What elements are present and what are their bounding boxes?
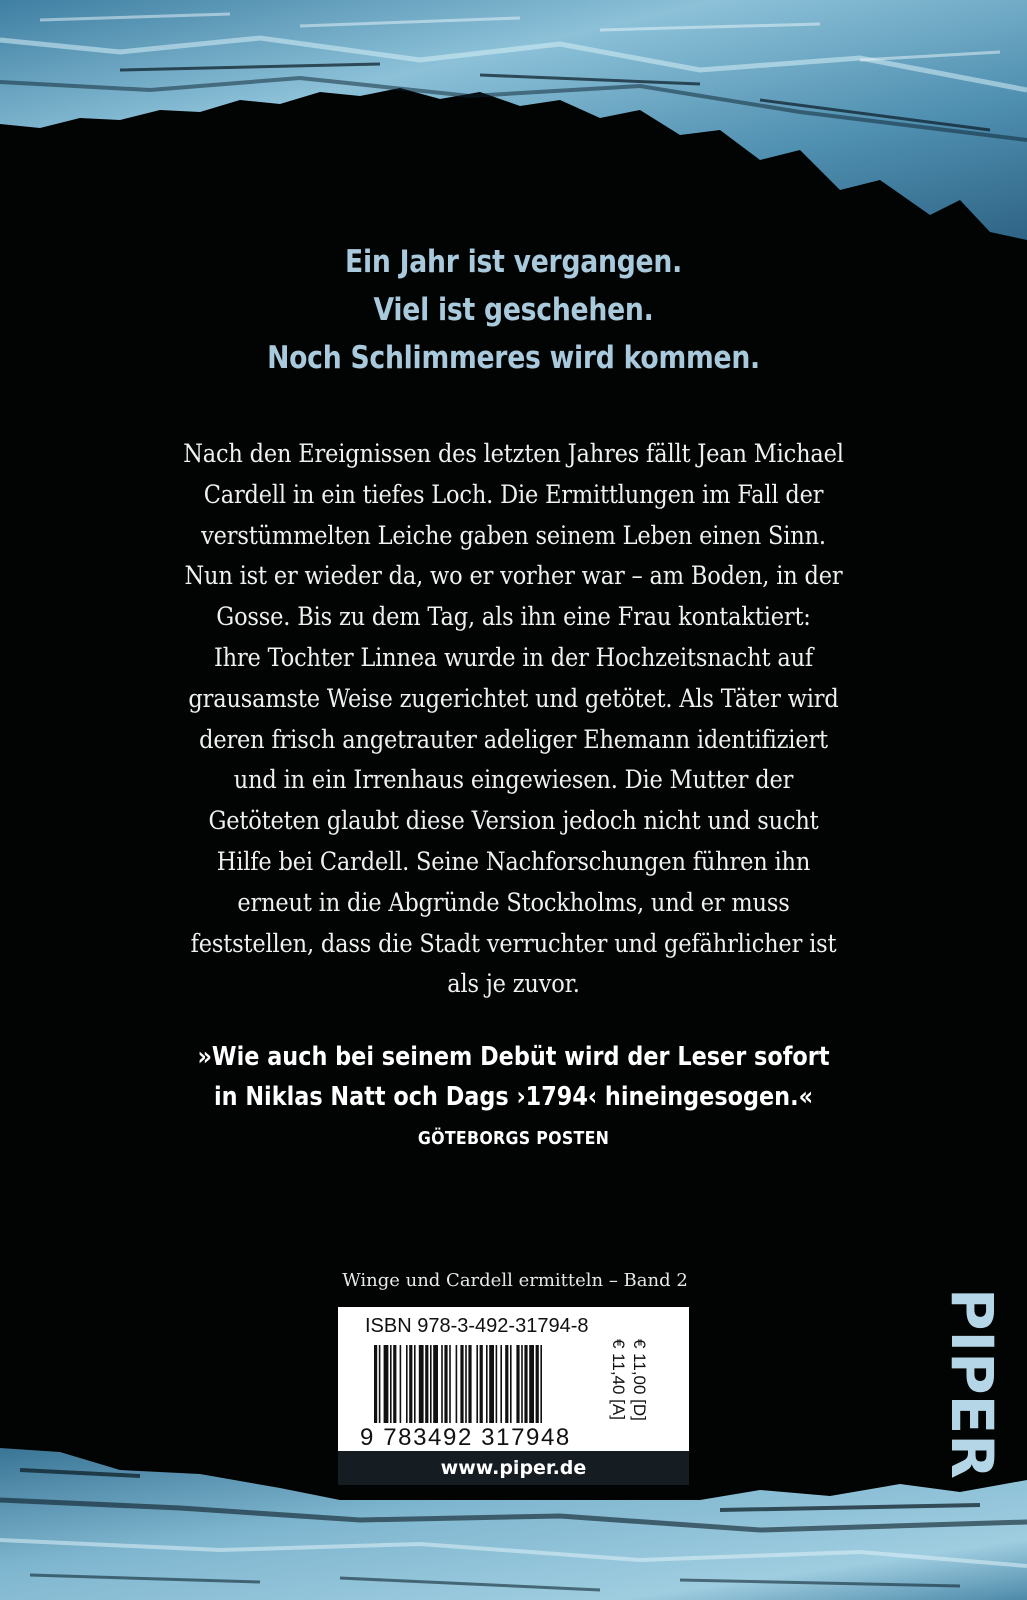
blurb-text bbox=[130, 434, 897, 1005]
blurb-line: und in ein Irrenhaus eingewiesen. Die Mutter der bbox=[233, 765, 794, 795]
blurb-line: als je zuvor. bbox=[447, 969, 580, 999]
press-quote bbox=[72, 1037, 955, 1117]
headline-line: Noch Schlimmeres wird kommen. bbox=[267, 340, 760, 376]
blurb-line: erneut in die Abgründe Stockholms, und er muss bbox=[237, 887, 790, 917]
blurb-line: grausamste Weise zugerichtet und getötet. Als Täter wird bbox=[188, 683, 839, 713]
price-germany: € 11,00 [D] bbox=[630, 1339, 649, 1421]
headline bbox=[72, 238, 955, 382]
series-label: Winge und Cardell ermitteln – Band 2 bbox=[342, 1270, 688, 1291]
blurb-line: feststellen, dass die Stadt verruchter und gefährlicher ist bbox=[190, 928, 837, 958]
blurb-line: Ihre Tochter Linnea wurde in der Hochzeitsnacht auf bbox=[213, 642, 814, 672]
quote-line: in Niklas Natt och Dags ›1794‹ hineingesogen.« bbox=[213, 1082, 814, 1112]
blurb-line: deren frisch angetrauter adeliger Ehemann identifiziert bbox=[199, 724, 828, 754]
blurb-line: verstümmelten Leiche gaben seinem Leben einen Sinn. bbox=[201, 520, 826, 550]
blurb-line: Nach den Ereignissen des letzten Jahres fällt Jean Michael bbox=[183, 439, 844, 468]
isbn-text: ISBN 978-3-492-31794-8 bbox=[365, 1315, 589, 1337]
blurb-line: Gosse. Bis zu dem Tag, als ihn eine Frau kontaktiert: bbox=[216, 602, 811, 632]
quote-source: GÖTEBORGS POSTEN bbox=[417, 1128, 610, 1149]
logo-text: PIPER bbox=[938, 1288, 1006, 1479]
blurb-line: Cardell in ein tiefes Loch. Die Ermittlungen im Fall der bbox=[203, 479, 824, 509]
headline-line: Viel ist geschehen. bbox=[373, 292, 654, 328]
barcode-digits: 9 783492 317948 bbox=[360, 1424, 571, 1451]
blurb-line: Hilfe bei Cardell. Seine Nachforschungen führen ihn bbox=[216, 846, 811, 876]
headline-line: Ein Jahr ist vergangen. bbox=[345, 244, 682, 280]
barcode-icon bbox=[374, 1345, 606, 1423]
publisher-url: www.piper.de bbox=[338, 1451, 689, 1485]
blurb-line: Nun ist er wieder da, wo er vorher war – am Boden, in der bbox=[184, 561, 843, 591]
blurb-line: Getöteten glaubt diese Version jedoch nicht und sucht bbox=[208, 806, 819, 836]
price-austria: € 11,40 [A] bbox=[609, 1339, 628, 1420]
quote-line: »Wie auch bei seinem Debüt wird der Leser sofort bbox=[197, 1042, 830, 1072]
